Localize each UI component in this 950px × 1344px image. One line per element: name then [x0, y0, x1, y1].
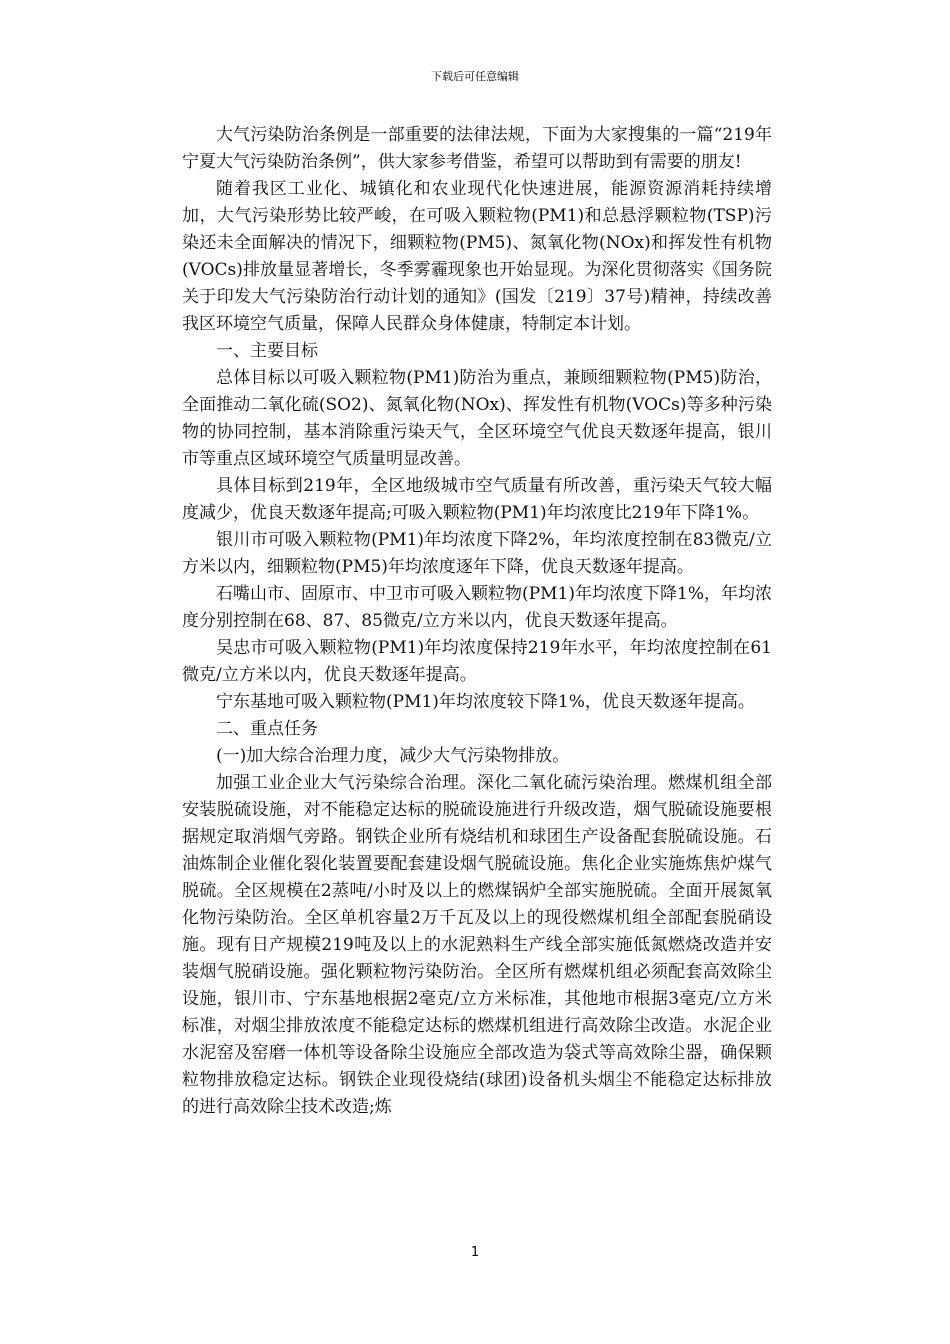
subsection-heading-1: (一)加大综合治理力度，减少大气污染物排放。 [216, 746, 570, 766]
section-heading-key-tasks: 二、重点任务 [216, 719, 318, 739]
paragraph-industrial-control: 加强工业企业大气污染综合治理。深化二氧化硫污染治理。燃煤机组全部安装脱硫设施，对不能稳定达标的脱硫设施进行升级改造，烟气脱硫设施要根据规定取消烟气旁路。钢铁企业所有烧结机和球团生产设备配套脱硫设施。石油炼制企业催化裂化装置要配套建设烟气脱硫设施。焦化企业实施炼焦炉煤气脱硫。全区规模在2蒸吨/小时及以上的燃煤锅炉全部实施脱硫。全面开展氮氧化物污染防治。全区单机容量2万千瓦及以上的现役燃煤机组全部配套脱硝设施。现有日产规模219吨及以上的水泥熟料生产线全部实施低氮燃烧改造并安装烟气脱硝设施。强化颗粒物污染防治。全区所有燃煤机组必须配套高效除尘设施，银川市、宁东基地根据2毫克/立方米标准，其他地市根据3毫克/立方米标准，对烟尘排放浓度不能稳定达标的燃煤机组进行高效除尘改造。水泥企业水泥窑及窑磨一体机等设备除尘设施应全部改造为袋式等高效除尘器，确保颗粒物排放稳定达标。钢铁企业现役烧结(球团)设备机头烟尘不能稳定达标排放的进行高效除尘技术改造;炼 [182, 773, 772, 1117]
paragraph-overall-goal: 总体目标以可吸入颗粒物(PM1)防治为重点，兼顾细颗粒物(PM5)防治，全面推动二氧化硫(SO2)、氮氧化物(NOx)、挥发性有机物(VOCs)等多种污染物的协同控制，基本消除重污染天气，全区环境空气优良天数逐年提高，银川市等重点区域环境空气质量明显改善。 [182, 368, 772, 469]
paragraph-ningdong: 宁东基地可吸入颗粒物(PM1)年均浓度较下降1%，优良天数逐年提高。 [216, 692, 755, 712]
document-body [182, 122, 772, 1121]
paragraph-wuzhong: 吴忠市可吸入颗粒物(PM1)年均浓度保持219年水平，年均浓度控制在61微克/立方米以内，优良天数逐年提高。 [182, 638, 772, 685]
paragraph-intro: 大气污染防治条例是一部重要的法律法规，下面为大家搜集的一篇“219年宁夏大气污染防治条例”，供大家参考借鉴，希望可以帮助到有需要的朋友! [182, 125, 772, 172]
section-heading-main-goals: 一、主要目标 [216, 341, 318, 361]
page-header: 下载后可任意编辑 [431, 70, 519, 83]
paragraph-yinchuan: 银川市可吸入颗粒物(PM1)年均浓度下降2%，年均浓度控制在83微克/立方米以内，细颗粒物(PM5)年均浓度逐年下降，优良天数逐年提高。 [182, 530, 772, 577]
paragraph-shizuishan: 石嘴山市、固原市、中卫市可吸入颗粒物(PM1)年均浓度下降1%，年均浓度分别控制在68、87、85微克/立方米以内，优良天数逐年提高。 [182, 584, 772, 631]
paragraph-background: 随着我区工业化、城镇化和农业现代化快速进展，能源资源消耗持续增加，大气污染形势比较严峻，在可吸入颗粒物(PM1)和总悬浮颗粒物(TSP)污染还未全面解决的情况下，细颗粒物(PM5)、氮氧化物(NOx)和挥发性有机物(VOCs)排放量显著增长，冬季雾霾现象也开始显现。为深化贯彻落实《国务院关于印发大气污染防治行动计划的通知》(国发〔219〕37号)精神，持续改善我区环境空气质量，保障人民群众身体健康，特制定本计划。 [182, 179, 772, 334]
paragraph-specific-goal: 具体目标到219年，全区地级城市空气质量有所改善，重污染天气较大幅度减少，优良天数逐年提高;可吸入颗粒物(PM1)年均浓度比219年下降1%。 [182, 476, 772, 523]
page-number: 1 [470, 1245, 480, 1260]
